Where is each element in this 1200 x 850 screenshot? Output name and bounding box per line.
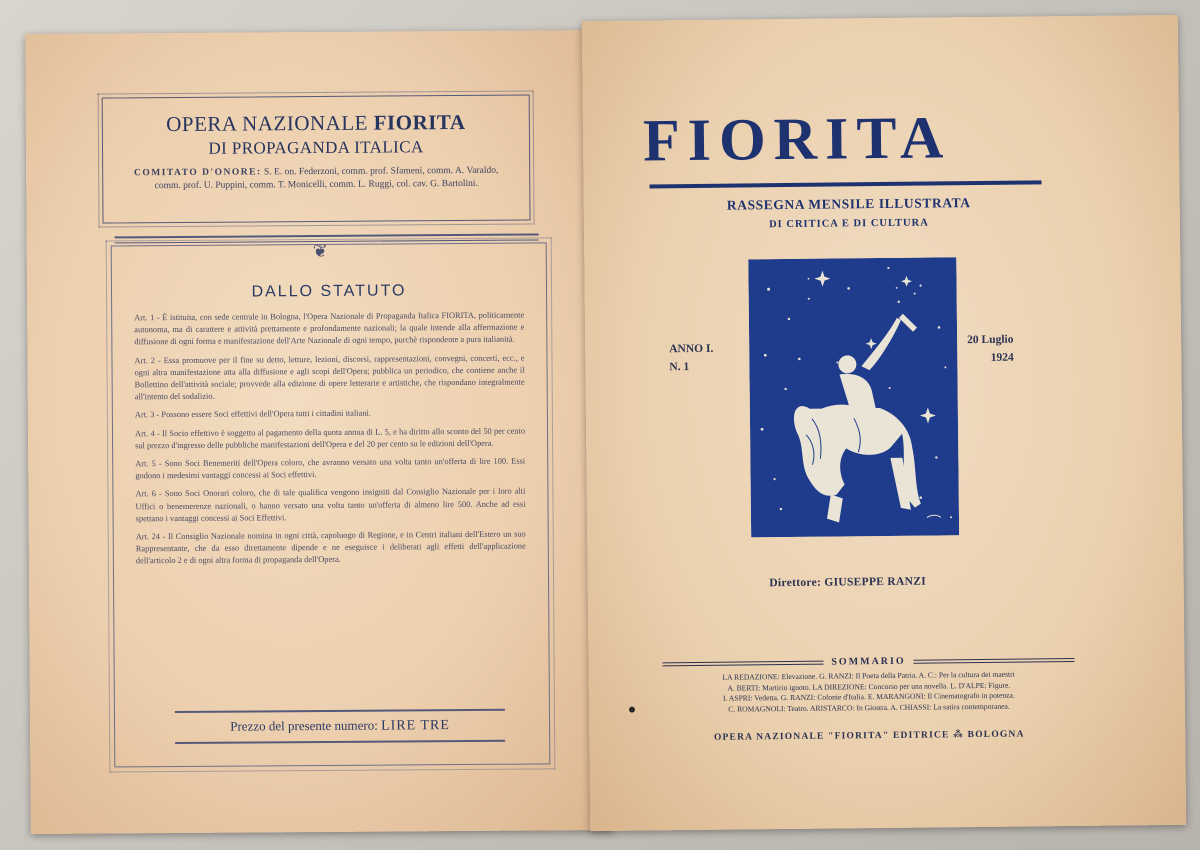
sommario-rule-right [914,658,1075,664]
sommario-line: I. ASPRI: Vedetta. G. RANZI: Colonie d'Italia. E. MARANGONI: Il Cinematografo in potenza. [722,690,1015,703]
magazine-subtitle-secondary: DI CRITICA E DI CULTURA [768,217,929,231]
price-label: Prezzo del presente numero: [230,717,378,734]
statuto-articles [134,310,526,568]
sommario-line: A. BERTI: Martirio ignoto. LA DIREZIONE: Concorso per una novella. L. D'ALPE: Figure. [727,680,1011,693]
article: Art. 4 - Il Socio effettivo è soggetto al pagamento della quota annua di L. 5, e ha diritto allo sconto del 50 per cento sul prezzo d'ingresso delle pubbliche manifestazioni dell'Opera e del 20 per cento su le edizioni dell'Opera. [134,426,526,451]
organization-title-prefix: OPERA NAZIONALE [166,110,369,137]
issue-year: ANNO I. [669,342,714,356]
organization-title [103,110,529,138]
issue-date [967,331,1014,367]
sommario-rule-left [662,660,823,666]
issue-date-day: 20 Luglio [967,333,1014,347]
magazine-title: FIORITA [642,104,952,174]
sommario-line: LA REDAZIONE: Elevazione. G. RANZI: Il Poeta della Patria. A. C.: Per la cultura dei maestri [722,669,1015,682]
right-page [582,15,1186,831]
article: Art. 3 - Possono essere Soci effettivi dell'Opera tutti i cittadini italiani. [134,409,371,420]
statuto-box [111,242,551,767]
honor-committee-members: S. E. on. Federzoni, comm. prof. Sfameni, comm. A. Varaldo, comm. prof. U. Puppini, comm. T. Monicelli, comm. L. Ruggi, col. cav. G. Bartolini. [154,165,499,192]
honor-committee [121,165,511,194]
article: Art. 24 - Il Consiglio Nazionale nomina in ogni città, capoluogo di Regione, e in Centri italiani dell'Estero un suo Rappresentante, che da esso direttamente dipende e ne eseguisce i deliberati agli effetti dell'applicazione dell'articolo 2 e di ogni altra forma di propaganda dell'Opera. [135,529,526,566]
issue-date-year: 1924 [990,351,1014,364]
ornament-knot-icon: ❦ [312,240,328,262]
organization-header-box [102,95,531,224]
director-name: GIUSEPPE RANZI [824,575,927,589]
cover-illustration [748,257,959,537]
price-line [175,709,505,744]
organization-subtitle: DI PROPAGANDA ITALICA [208,137,424,158]
article: Art. 5 - Sono Soci Benemeriti dell'Opera coloro, che avranno versato una volta tanto un'offerta di lire 100. Essi godono i medesimi vantaggi concessi ai Soci effettivi. [135,456,526,481]
publisher-line: OPERA NAZIONALE "FIORITA" EDITRICE ⁂ BOLOGNA [713,729,1025,743]
title-rule [649,180,1041,188]
issue-number: N. 1 [669,361,690,374]
sommario-contents [663,669,1075,716]
director-line [648,574,1048,590]
statuto-title: DALLO STATUTO [251,282,407,301]
price-value: LIRE TRE [381,718,450,734]
honor-committee-label: COMITATO D'ONORE: [133,167,262,179]
sommario-line: C. ROMAGNOLI: Teatro. ARISTARCO: In Giostra. A. CHIASSI: La satira contemporanea. [728,701,1010,714]
page-hole [629,707,635,713]
sommario-header [662,654,1074,669]
issue-info [669,340,713,376]
organization-title-bold: FIORITA [373,109,466,135]
director-label: Direttore: [769,576,822,590]
article: Art. 1 - È istituita, con sede centrale in Bologna, l'Opera Nazionale di Propaganda Italica FIORITA, politicamente autonoma, ma di carattere e attività prettamente e profondamente nazionali; la quale intende alla affermazione e diffusione di ogni forma e manifestazione dell'Arte Nazionale di ogni tempo, purchè rispondente a pura italianità. [134,310,525,347]
magazine-subtitle: RASSEGNA MENSILE ILLUSTRATA [726,195,971,213]
article: Art. 2 - Essa promuove per il fine su detto, letture, lezioni, discorsi, rappresentazioni, convegni, concerti, ecc., e ogni altra manifestazione atta alla diffusione e agli scopi dell'Opera; pubblica un periodico, che contiene anche il Bollettino dell'attività sociale; provvede alla edizione di opere letterarie e artistiche, che rispondano integralmente all'intento del sodalizio. [134,353,525,402]
article: Art. 6 - Sono Soci Onorari coloro, che di tale qualifica vengono insigniti dal Consiglio Nazionale per i loro alti Uffici o benemerenze nazionali, o hanno versato una volta tanto un'offerta di almeno lire 500. Anche ad essi spettano i vantaggi concessi ai Soci Effettivi. [135,486,526,524]
sommario-title: SOMMARIO [831,655,906,668]
sommario-section [662,654,1075,716]
left-page [25,30,613,834]
